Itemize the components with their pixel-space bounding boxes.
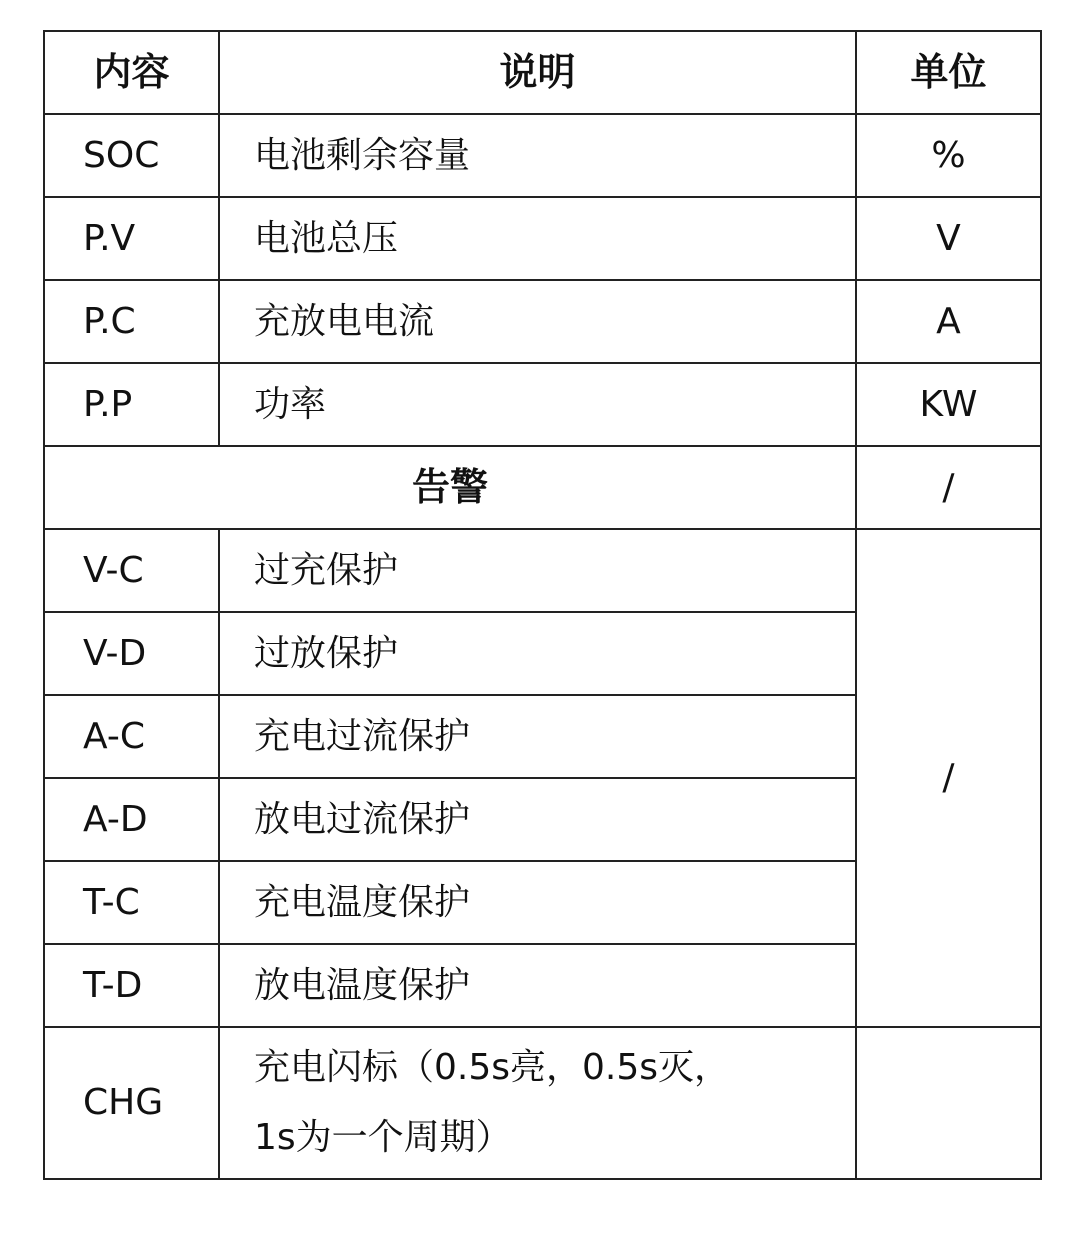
table-header-row xyxy=(44,31,1041,114)
header-content: 内容 xyxy=(44,31,219,114)
alarms-unit: / xyxy=(856,529,1041,1027)
table-row xyxy=(44,114,1041,197)
alarm-description: 放电过流保护 xyxy=(219,778,856,861)
row-description: 电池总压 xyxy=(219,197,856,280)
row-unit: % xyxy=(856,114,1041,197)
chg-description xyxy=(219,1027,856,1179)
alarm-code: A-C xyxy=(44,695,219,778)
table-row xyxy=(44,197,1041,280)
row-description: 电池剩余容量 xyxy=(219,114,856,197)
chg-description-line2: 1s为一个周期） xyxy=(254,1117,512,1158)
chg-description-line1: 充电闪标（0.5s亮，0.5s灭， xyxy=(254,1047,731,1088)
table-row xyxy=(44,280,1041,363)
alarm-code: V-D xyxy=(44,612,219,695)
alarm-description: 过放保护 xyxy=(219,612,856,695)
row-description: 功率 xyxy=(219,363,856,446)
alarm-code: T-D xyxy=(44,944,219,1027)
parameter-table xyxy=(43,30,1042,1180)
table-row xyxy=(44,529,1041,612)
alarm-description: 过充保护 xyxy=(219,529,856,612)
alarm-description: 充电温度保护 xyxy=(219,861,856,944)
table-row xyxy=(44,363,1041,446)
row-description: 充放电电流 xyxy=(219,280,856,363)
alarm-code: V-C xyxy=(44,529,219,612)
alarm-code: T-C xyxy=(44,861,219,944)
alarm-section-title: 告警 xyxy=(44,446,856,529)
alarm-description: 放电温度保护 xyxy=(219,944,856,1027)
row-unit: A xyxy=(856,280,1041,363)
alarm-description: 充电过流保护 xyxy=(219,695,856,778)
row-unit: KW xyxy=(856,363,1041,446)
alarm-code: A-D xyxy=(44,778,219,861)
alarm-section-unit: / xyxy=(856,446,1041,529)
row-code: P.V xyxy=(44,197,219,280)
chg-unit xyxy=(856,1027,1041,1179)
row-unit: V xyxy=(856,197,1041,280)
chg-code: CHG xyxy=(44,1027,219,1179)
header-unit: 单位 xyxy=(856,31,1041,114)
alarm-section-row xyxy=(44,446,1041,529)
row-code: SOC xyxy=(44,114,219,197)
row-code: P.P xyxy=(44,363,219,446)
table-row-chg xyxy=(44,1027,1041,1179)
header-description: 说明 xyxy=(219,31,856,114)
row-code: P.C xyxy=(44,280,219,363)
